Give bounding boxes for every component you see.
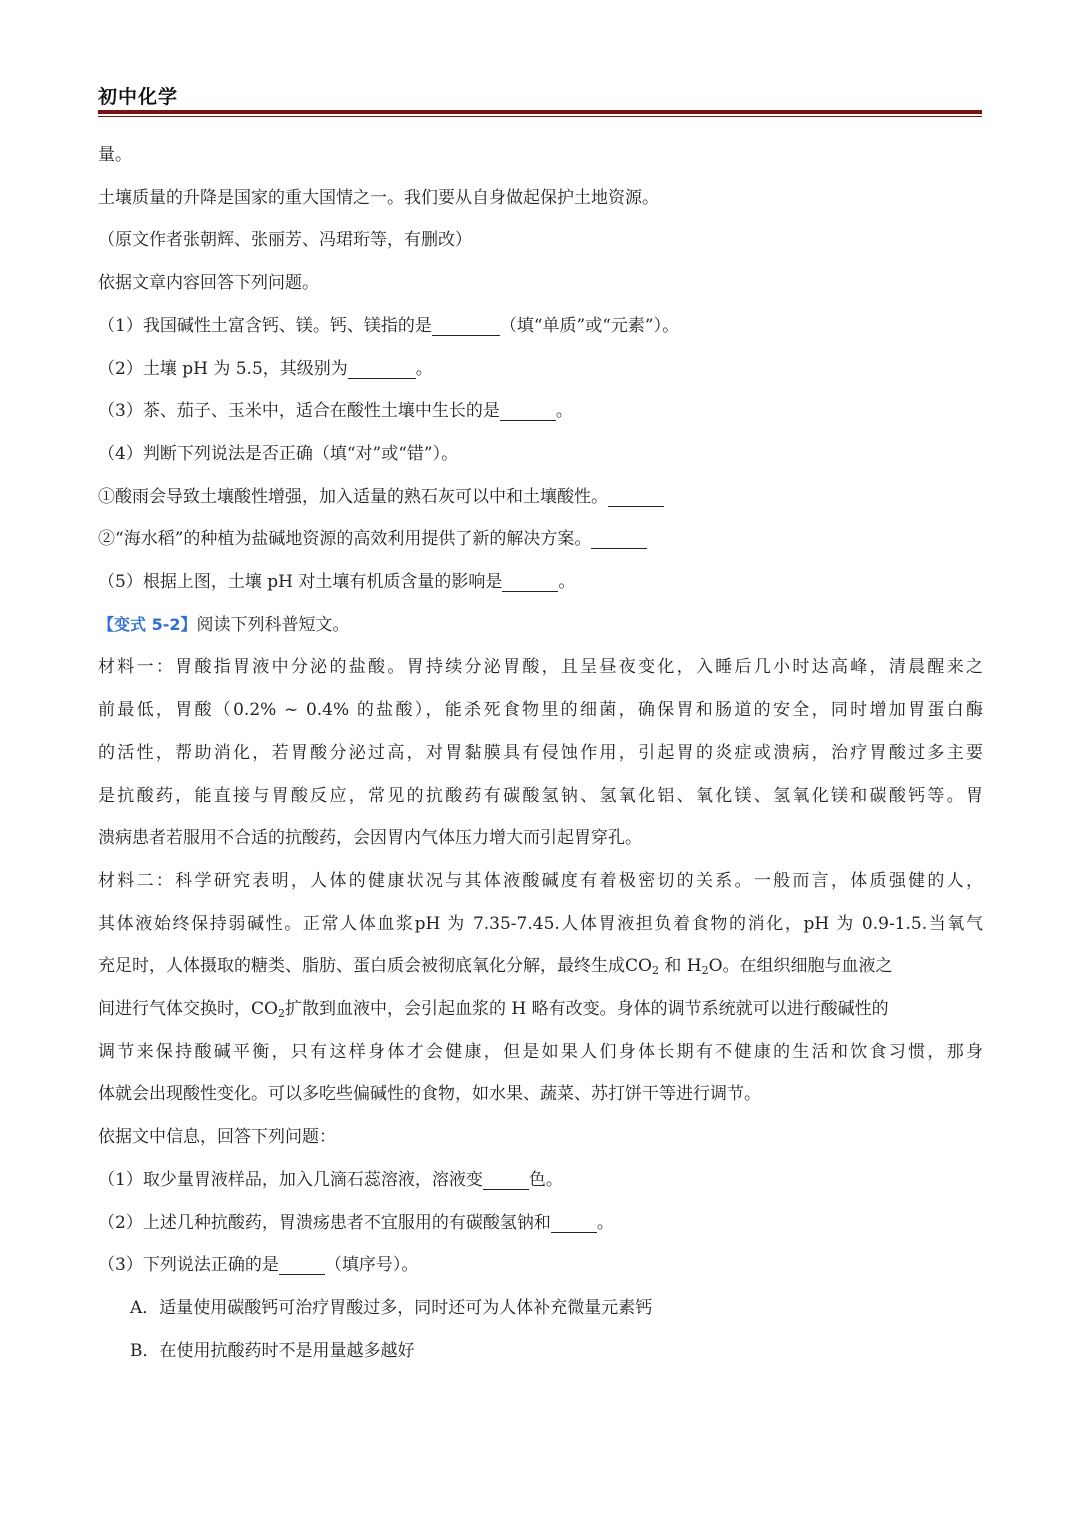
answer-blank-2[interactable] [348,360,416,379]
question-5 [98,561,983,604]
variant-text: 阅读下列科普短文。 [196,614,350,635]
question-3-text: （3）茶、茄子、玉米中，适合在酸性土壤中生长的是 [98,401,500,422]
answer-blank-r1[interactable] [483,1171,529,1190]
material-2-line-3-text: 充足时，人体摄取的糖类、脂肪、蛋白质会被彻底氧化分解，最终生成 [98,956,625,977]
source-note: （原文作者张朝辉、张丽芳、冯珺珩等，有删改） [98,230,472,251]
question-2-suffix: 。 [415,358,433,379]
answer-blank-3[interactable] [500,402,556,421]
material-2-line-4 [98,988,983,1031]
material-2-line-3: 充足时，人体摄取的糖类、脂肪、蛋白质会被彻底氧化分解，最终生成$CO_2$ 和 $H_2O$。在组织细胞与血液之 [98,956,893,978]
question-3 [98,390,983,433]
question-r3-text: （3）下列说法正确的是 [98,1255,279,1276]
answer-blank-4b[interactable] [591,530,647,549]
question-3-suffix: 。 [555,401,573,422]
question-r3-suffix: （填序号）。 [324,1255,419,1276]
header-rule-thin [98,116,982,117]
question-r3 [98,1244,983,1287]
statement-2-text: ②“海水稻”的种植为盐碱地资源的高效利用提供了新的解决方案。 [98,529,592,550]
question-intro-2: 依据文中信息，回答下列问题： [98,1127,336,1148]
formula-h2o: $H_2O$ [686,956,723,978]
material-1-line-3: 的活性，帮助消化，若胃酸分泌过高，对胃黏膜具有侵蚀作用，引起胃的炎症或溃病，治疗胃酸过多主要 [98,742,983,763]
material-2-line-2: 其体液始终保持弱碱性。正常人体血浆pH 为 7.35-7.45.人体胃液担负着食物的消化，pH 为 0.9-1.5.当氧气 [98,913,983,934]
question-r2-text: （2）上述几种抗酸药，胃溃疡患者不宜服用的有碳酸氢钠和 [98,1212,551,1233]
header-title: 初中化学 [98,86,179,108]
question-1-text: （1）我国碱性土富含钙、镁。钙、镁指的是 [98,315,432,336]
variant-tag: 【变式 5-2】 [98,614,197,634]
material-2-line-6: 体就会出现酸性变化。可以多吃些偏碱性的食物，如水果、蔬菜、苏打饼干等进行调节。 [98,1084,761,1105]
answer-blank-r2[interactable] [551,1214,597,1233]
answer-blank-5[interactable] [502,573,558,592]
question-1 [98,305,983,348]
question-r2 [98,1202,983,1245]
question-4: （4）判断下列说法是否正确（填“对”或“错”）。 [98,443,459,464]
question-r1-text: （1）取少量胃液样品，加入几滴石蕊溶液，溶液变 [98,1169,483,1190]
material-2-line-4-tail: 扩散到血液中，会引起血浆的 H 略有改变。身体的调节系统就可以进行酸碱性的 [284,999,889,1020]
statement-2 [98,518,983,561]
question-5-text: （5）根据上图，土壤 pH 对土壤有机质含量的影响是 [98,572,503,593]
material-1-line-4: 是抗酸药，能直接与胃酸反应，常见的抗酸药有碳酸氢钠、氢氧化铝、氧化镁、氢氧化镁和碳酸钙等。胃 [98,785,983,806]
option-a: A．适量使用碳酸钙可治疗胃酸过多，同时还可为人体补充微量元素钙 [130,1297,653,1318]
formula-co2: $CO_2$ [625,956,659,978]
paragraph-soil-quality: 土壤质量的升降是国家的重大国情之一。我们要从自身做起保护土地资源。 [98,187,659,208]
answer-blank-r3[interactable] [279,1256,325,1275]
material-1-line-5: 溃病患者若服用不合适的抗酸药，会因胃内气体压力增大而引起胃穿孔。 [98,828,642,849]
header-rule-thick [98,110,982,114]
material-2-line-1: 材料二：科学研究表明，人体的健康状况与其体液酸碱度有着极密切的关系。一般而言，体质强健的人， [98,870,983,891]
document-body [98,134,983,1372]
paragraph-tail: 量。 [98,145,132,165]
question-r2-suffix: 。 [596,1212,614,1233]
statement-1 [98,476,983,519]
question-2-text: （2）土壤 pH 为 5.5，其级别为 [98,358,348,379]
question-2 [98,348,983,391]
question-intro: 依据文章内容回答下列问题。 [98,273,319,294]
variant-heading [98,604,983,647]
material-2-line-3-tail: 。在组织细胞与血液之 [722,956,893,977]
option-b: B．在使用抗酸药时不是用量越多越好 [130,1340,415,1361]
statement-1-text: ①酸雨会导致土壤酸性增强，加入适量的熟石灰可以中和土壤酸性。 [98,486,608,507]
answer-blank-1[interactable] [432,317,500,336]
question-r1 [98,1159,983,1202]
question-1-suffix: （填“单质”或“元素”）。 [499,315,680,336]
material-2-line-5: 调节来保持酸碱平衡，只有这样身体才会健康，但是如果人们身体长期有不健康的生活和饮食习惯，那身 [98,1041,983,1062]
material-2-line-4-text: 间进行气体交换时， [98,999,251,1020]
answer-blank-4a[interactable] [608,488,664,507]
question-5-suffix: 。 [558,572,576,593]
formula-co2-2: $CO_2$ [251,999,285,1021]
material-1-line-2: 前最低，胃酸（0.2% ~ 0.4% 的盐酸），能杀死食物里的细菌，确保胃和肠道的安全，同时增加胃蛋白酶 [98,700,983,721]
question-r1-suffix: 色。 [528,1169,563,1190]
material-1-line-1: 材料一：胃酸指胃液中分泌的盐酸。胃持续分泌胃酸，且呈昼夜变化，入睡后几小时达高峰，清晨醒来之 [98,657,983,678]
